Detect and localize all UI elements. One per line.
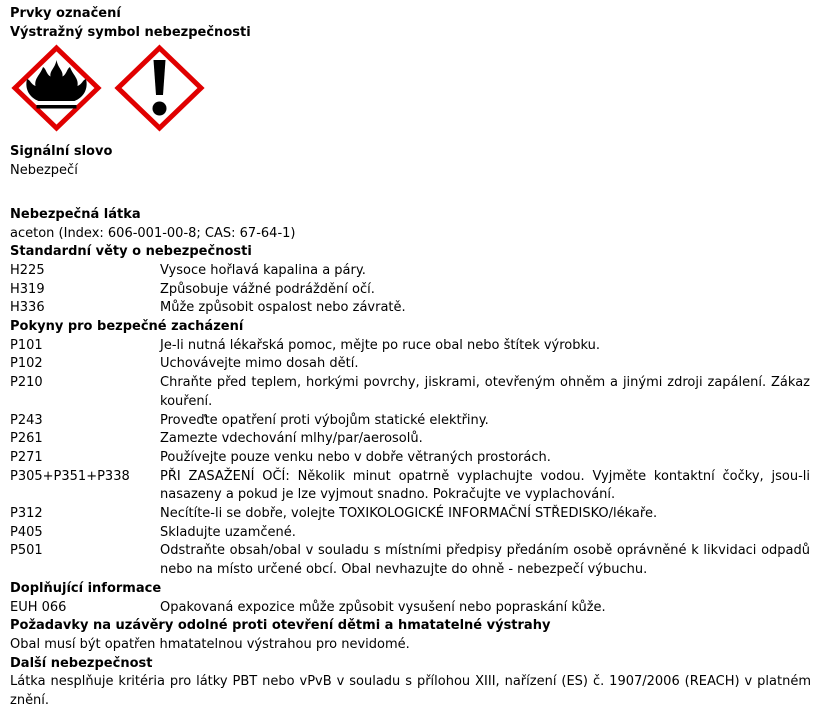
hazard-statement-row xyxy=(10,299,811,318)
statement-code: P243 xyxy=(10,412,43,428)
statement-text: Způsobuje vážné podráždění očí. xyxy=(160,281,375,297)
hazard-statements-heading: Standardní věty o nebezpečnosti xyxy=(10,244,252,260)
precautionary-statement-row xyxy=(10,505,811,524)
supplemental-info-row xyxy=(10,599,811,618)
label-elements-document xyxy=(10,5,811,711)
statement-text: Necítíte-li se dobře, volejte TOXIKOLOGICKÉ INFORMAČNÍ STŘEDISKO/lékaře. xyxy=(160,506,658,522)
statement-code: EUH 066 xyxy=(10,599,67,615)
precautionary-statement-row xyxy=(10,355,811,374)
other-hazards-heading: Další nebezpečnost xyxy=(10,655,153,671)
statement-code: P501 xyxy=(10,543,43,559)
statement-code: P261 xyxy=(10,431,43,447)
statement-code: H336 xyxy=(10,300,45,316)
precautionary-statement-row xyxy=(10,412,811,431)
precautionary-statement-row xyxy=(10,524,811,543)
statement-code: P405 xyxy=(10,524,43,540)
statement-text: Vysoce hořlavá kapalina a páry. xyxy=(160,262,366,278)
precautionary-statement-row xyxy=(10,468,811,505)
statement-text: Používejte pouze venku nebo v dobře větraných prostorách. xyxy=(160,449,551,465)
statement-code: H225 xyxy=(10,262,45,278)
precautionary-statement-row xyxy=(10,449,811,468)
signal-word: Nebezpečí xyxy=(10,163,78,179)
statement-code: P271 xyxy=(10,449,43,465)
hazard-statement-row xyxy=(10,262,811,281)
statement-code: P210 xyxy=(10,375,43,391)
closures-heading: Požadavky na uzávěry odolné proti otevření dětmi a hmatatelné výstrahy xyxy=(10,618,551,634)
statement-code: P305+P351+P338 xyxy=(10,468,130,484)
flame-icon xyxy=(11,44,102,132)
pictogram-section-heading: Výstražný symbol nebezpečnosti xyxy=(10,24,251,40)
statement-text: Může způsobit ospalost nebo závratě. xyxy=(160,300,406,316)
statement-text: PŘI ZASAŽENÍ OČÍ: Několik minut opatrně vyplachujte vodou. Vyjměte kontaktní čočky, jsou-li nasazeny a pokud je lze vyjmout snadno. Pokračujte ve vyplachování. xyxy=(160,468,810,503)
statement-code: H319 xyxy=(10,281,45,297)
closures-text: Obal musí být opatřen hmatatelnou výstrahou pro nevidomé. xyxy=(10,636,410,652)
statement-code: P312 xyxy=(10,506,43,522)
flame-underline xyxy=(37,105,77,109)
hazardous-substance: aceton (Index: 606-001-00-8; CAS: 67-64-1) xyxy=(10,225,296,241)
exclamation-mark-icon xyxy=(114,44,205,132)
precautionary-statement-row xyxy=(10,374,811,411)
statement-text: Skladujte uzamčené. xyxy=(160,524,296,540)
spacer xyxy=(10,181,811,206)
hazard-pictograms xyxy=(11,44,811,132)
precautionary-statement-row xyxy=(10,542,811,579)
precautionary-statements-heading: Pokyny pro bezpečné zacházení xyxy=(10,319,244,335)
statement-text: Opakovaná expozice může způsobit vysušení nebo popraskání kůže. xyxy=(160,599,606,615)
signal-word-heading: Signální slovo xyxy=(10,144,113,160)
statement-text: Je-li nutná lékařská pomoc, mějte po ruce obal nebo štítek výrobku. xyxy=(160,337,601,353)
hazardous-substance-heading: Nebezpečná látka xyxy=(10,206,141,222)
other-hazards-text: Látka nesplňuje kritéria pro látky PBT nebo vPvB v souladu s přílohou XIII, nařízení (ES) č. 1907/2006 (REACH) v platném znění. xyxy=(10,674,811,709)
statement-text: Odstraňte obsah/obal v souladu s místními předpisy předáním osobě oprávněné k likvidaci odpadů nebo na místo určené obcí. Obal nevhazujte do ohně - nebezpečí výbuchu. xyxy=(160,543,810,578)
statement-code: P101 xyxy=(10,337,43,353)
statement-text: Proveďte opatření proti výbojům statické elektřiny. xyxy=(160,412,489,428)
exclamation-dot xyxy=(153,102,167,116)
statement-text: Zamezte vdechování mlhy/par/aerosolů. xyxy=(160,431,423,447)
hazard-statement-row xyxy=(10,281,811,300)
precautionary-statement-row xyxy=(10,430,811,449)
page-title: Prvky označení xyxy=(10,6,121,21)
precautionary-statement-row xyxy=(10,337,811,356)
statement-text: Uchovávejte mimo dosah dětí. xyxy=(160,356,359,372)
statement-text: Chraňte před teplem, horkými povrchy, jiskrami, otevřeným ohněm a jinými zdroji zapálení. Zákaz kouření. xyxy=(160,375,810,409)
supplemental-info-heading: Doplňující informace xyxy=(10,580,162,596)
statement-code: P102 xyxy=(10,356,43,372)
